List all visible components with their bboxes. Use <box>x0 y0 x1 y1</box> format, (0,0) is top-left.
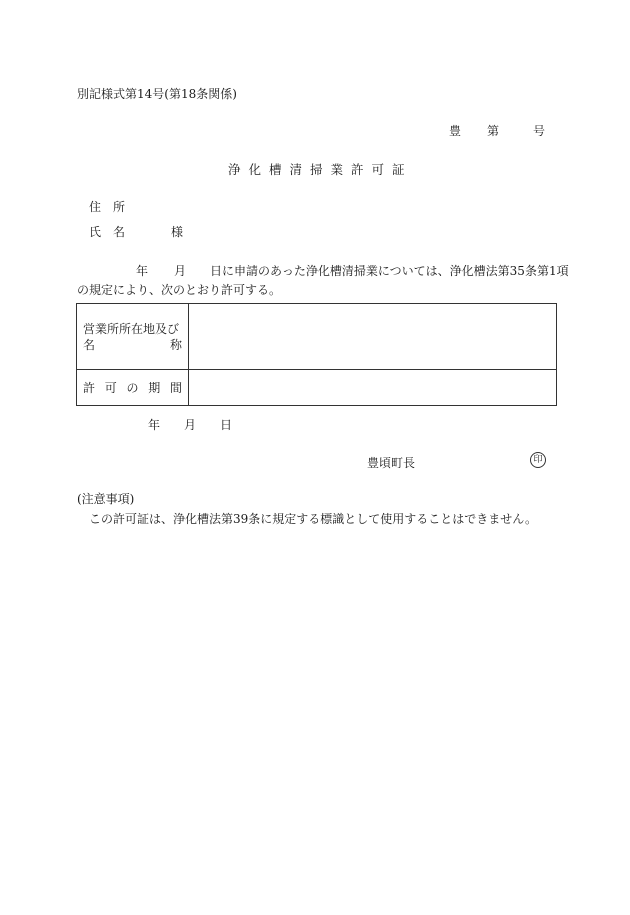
body-month: 月 <box>174 264 187 278</box>
period-value-cell[interactable] <box>189 370 557 406</box>
table-row-period <box>77 370 557 406</box>
period-label-char: 間 <box>169 381 182 395</box>
permit-number-line <box>449 122 545 139</box>
body-line-2: の規定により、次のとおり許可する。 <box>77 283 282 297</box>
name-label: 氏 名 <box>89 225 126 239</box>
notes-heading: (注意事項) <box>77 492 135 506</box>
office-label-char-b: 称 <box>169 337 182 352</box>
office-value-cell[interactable] <box>189 304 557 370</box>
number-dai: 第 <box>487 124 500 138</box>
date-year: 年 <box>148 418 161 432</box>
body-line1-text: 日に申請のあった浄化槽清掃業については、浄化槽法第35条第1項 <box>210 264 569 278</box>
period-label-char: 期 <box>148 381 161 395</box>
document-title: 浄化槽清掃業許可証 <box>228 162 413 177</box>
honorific-label: 様 <box>171 225 184 239</box>
permit-details-table <box>76 303 557 406</box>
seal-mark: 印 <box>530 452 546 468</box>
date-month: 月 <box>184 418 197 432</box>
table-row-office <box>77 304 557 370</box>
body-line-1 <box>136 262 569 279</box>
office-label-line1: 営業所所在地及び <box>83 321 180 336</box>
body-year: 年 <box>136 264 149 278</box>
period-label-cell <box>77 370 189 406</box>
notes-text: この許可証は、浄化槽法第39条に規定する標識として使用することはできません。 <box>89 512 537 526</box>
issuer-title: 豊頃町長 <box>367 456 416 470</box>
period-label-char: 可 <box>104 381 117 395</box>
office-label-char-a: 名 <box>83 337 96 352</box>
address-label: 住 所 <box>89 200 126 214</box>
office-label-cell <box>77 304 189 370</box>
period-label-char: 許 <box>83 381 96 395</box>
form-number-label: 別記様式第14号(第18条関係) <box>77 87 237 101</box>
period-label-char: の <box>126 381 139 395</box>
number-go: 号 <box>533 124 546 138</box>
issue-date-line <box>148 416 232 433</box>
number-prefix: 豊 <box>449 124 462 138</box>
date-day: 日 <box>220 418 233 432</box>
